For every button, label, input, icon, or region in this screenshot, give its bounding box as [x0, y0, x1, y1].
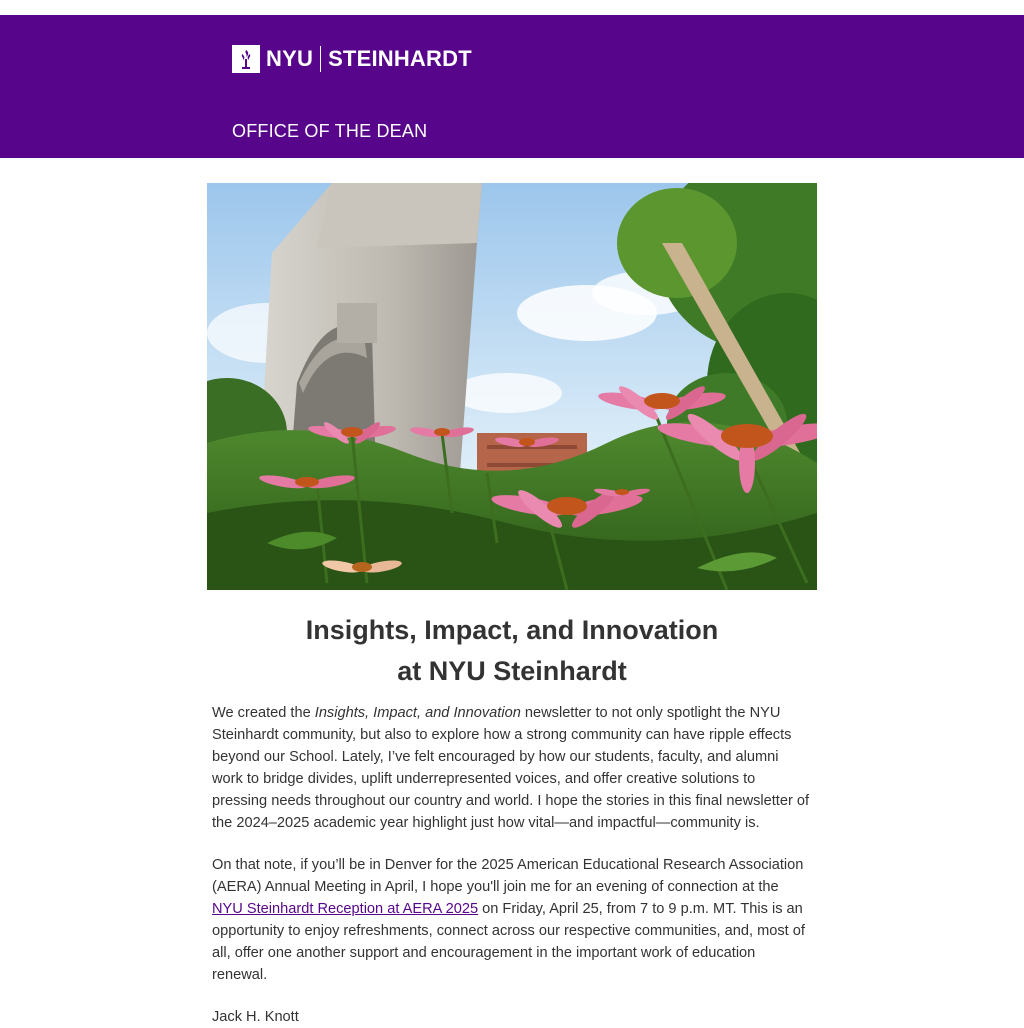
hero-image	[207, 183, 817, 590]
intro-paragraph	[212, 702, 812, 834]
logo-divider	[320, 46, 321, 72]
article-headline	[212, 610, 812, 692]
reception-text-after: on Friday, April 25, from 7 to 9 p.m. MT. This is an opportunity to enjoy refreshments, connect across our respective communities, and, most of all, offer one another support and encouragement in the important work of education renewal.	[212, 901, 805, 983]
intro-text-before: We created the	[212, 705, 315, 721]
nyu-torch-icon	[232, 45, 260, 73]
reception-paragraph	[212, 854, 812, 986]
signature: Jack H. Knott	[212, 1009, 299, 1025]
nyu-steinhardt-logo[interactable]	[232, 45, 472, 73]
newsletter-title-italic: Insights, Impact, and Innovation	[314, 705, 521, 721]
logo-school-text: STEINHARDT	[328, 46, 472, 71]
logo-nyu-text: NYU	[266, 46, 314, 71]
headline-line-1: Insights, Impact, and Innovation	[305, 615, 719, 645]
headline-line-2: at NYU Steinhardt	[397, 656, 627, 686]
aera-reception-link[interactable]: NYU Steinhardt Reception at AERA 2025	[212, 901, 479, 917]
intro-text-after: newsletter to not only spotlight the NYU Steinhardt community, but also to explore how a strong community can have ripple effects beyond our School. Lately, I’ve felt encouraged by how our students, faculty, and alumni work to bridge divides, uplift underrepresented voices, and offer creative solutions to pressing needs throughout our country and world. I hope the stories in this final newsletter of the 2024–2025 academic year highlight just how vital—and impactful—community is.	[212, 705, 810, 831]
email-header	[0, 15, 1024, 158]
article-content	[212, 610, 812, 1028]
reception-text-before: On that note, if you’ll be in Denver for the 2025 American Educational Research Association (AERA) Annual Meeting in April, I hope you'll join me for an evening of connection at the	[212, 857, 804, 895]
top-strip	[0, 0, 1024, 15]
office-title: OFFICE OF THE DEAN	[232, 121, 428, 141]
